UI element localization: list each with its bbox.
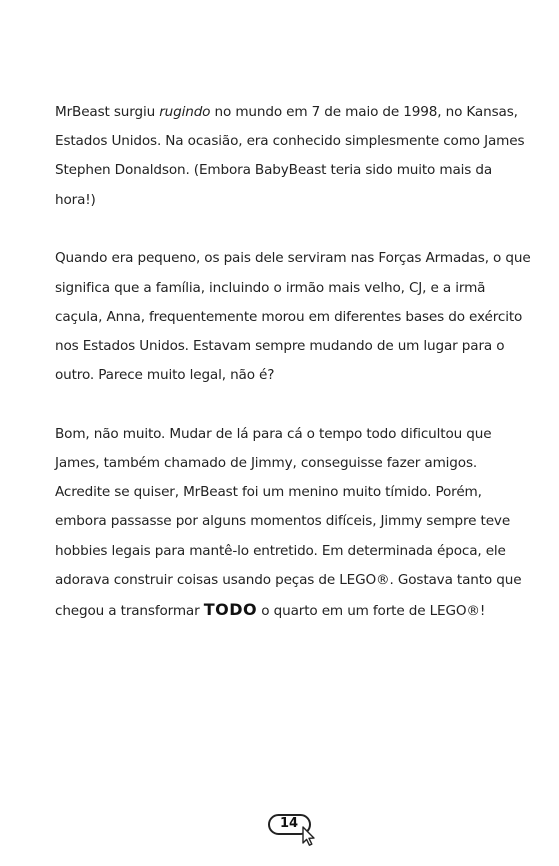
paragraph-1 — [55, 98, 535, 215]
text-run: no mundo em 7 de maio de 1998, no Kansas, Estados Unidos. Na ocasião, era conhecido simplesmente como James Stephen Donaldson. (Embora BabyBeast teria sido muito mais da hora!) — [55, 104, 525, 208]
page-number-badge — [268, 812, 316, 844]
text-run: o quarto em um forte de LEGO®! — [257, 603, 486, 620]
text-run: MrBeast surgiu — [55, 104, 160, 120]
emphasis-rugindo: rugindo — [159, 104, 211, 120]
paragraph-2: Quando era pequeno, os pais dele serviram nas Forças Armadas, o que significa que a família, incluindo o irmão mais velho, CJ, e a irmã caçula, Anna, frequentemente morou em diferentes bases do exército nos Estados Unidos. Estavam sempre mudando de um lugar para o outro. Parece muito legal, não é? — [55, 250, 531, 384]
text-run: Bom, não muito. Mudar de lá para cá o tempo todo dificultou que James, também chamado de Jimmy, conseguisse fazer amigos. Acredite se quiser, MrBeast foi um menino muito tímido. Porém, embora passasse por alguns momentos difíceis, Jimmy sempre teve hobbies legais para mantê-lo entretido. Em determinada época, ele adorava construir coisas usando peças de LEGO®. Gostava tanto que chegou a transformar — [55, 425, 522, 620]
page-number: 14 — [279, 816, 299, 831]
emphasis-todo: TODO — [203, 600, 258, 620]
paragraph-3 — [55, 420, 535, 626]
body-text — [55, 98, 535, 656]
